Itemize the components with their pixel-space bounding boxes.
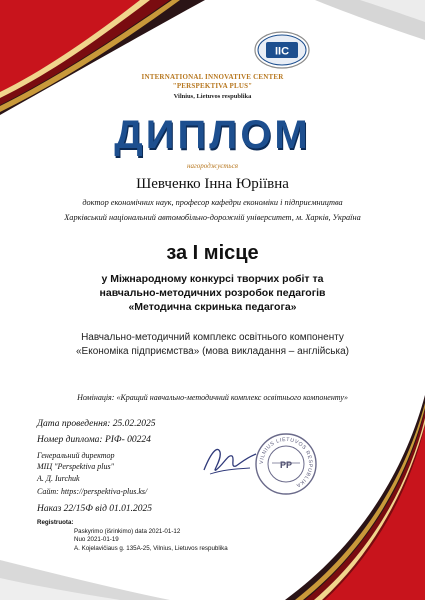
contest-line-3: «Методична скринька педагога» [128, 301, 297, 313]
director-name: А. Д. Іurchuk [37, 474, 80, 483]
awarded-label: нагороджується [187, 162, 238, 170]
organization-city: Vilnius, Lietuvos respublika [173, 93, 252, 100]
seal-ring-text: VILNIUS LIETUVOS RESPUBLIKA [258, 436, 314, 489]
recipient-position: доктор економічних наук, професор кафедри економіки і підприємництва [82, 198, 343, 207]
contest-line-1: у Міжнародному конкурсі творчих робіт та [101, 273, 324, 285]
registration-address: A. Kojelavičiaus g. 135A-25, Vilnius, Lietuvos respublika [74, 545, 228, 552]
organization-brand: "PERSPEKTIVA PLUS" [172, 82, 253, 90]
contest-line-2: навчально-методичних розробок педагогів [99, 287, 326, 299]
registration-date: Paskyrimo (išrinkimo) data 2021-01-12 [74, 528, 181, 535]
registration-from: Nuo 2021-01-19 [74, 536, 119, 543]
work-line-2: «Економіка підприємства» (мова викладання – англійська) [75, 346, 349, 357]
website: Сайт: https://perspektiva-plus.ks/ [37, 487, 148, 496]
order-number: Наказ 22/15Ф від 01.01.2025 [37, 504, 152, 514]
registration-heading: Registruota: [37, 519, 74, 526]
diploma-number: Номер диплома: РІФ- 00224 [37, 435, 151, 445]
nomination: Номінація: «Кращий навчально-методичний комплекс освітнього компоненту» [77, 393, 348, 402]
place-award: за І місце [166, 242, 259, 264]
recipient-institution: Харківський національний автомобільно-дорожній університет, м. Харків, Україна [64, 213, 361, 222]
organization-name: INTERNATIONAL INNOVATIVE CENTER [141, 73, 284, 81]
svg-text:IIC: IIC [274, 45, 290, 58]
director-organization: МІЦ "Perspektiva plus" [37, 462, 114, 471]
diploma-title: ДИПЛОМ [114, 113, 311, 157]
event-date: Дата проведення: 25.02.2025 [37, 419, 156, 429]
work-line-1: Навчально-методичний комплекс освітнього компоненту [81, 332, 344, 343]
organization-logo-icon [254, 30, 310, 70]
signature-icon [200, 440, 260, 480]
official-seal-icon [254, 432, 318, 496]
director-title: Генеральний директор [37, 451, 115, 460]
recipient-name: Шевченко Інна Юріївна [136, 176, 289, 192]
seal-letters: PP [279, 460, 293, 470]
